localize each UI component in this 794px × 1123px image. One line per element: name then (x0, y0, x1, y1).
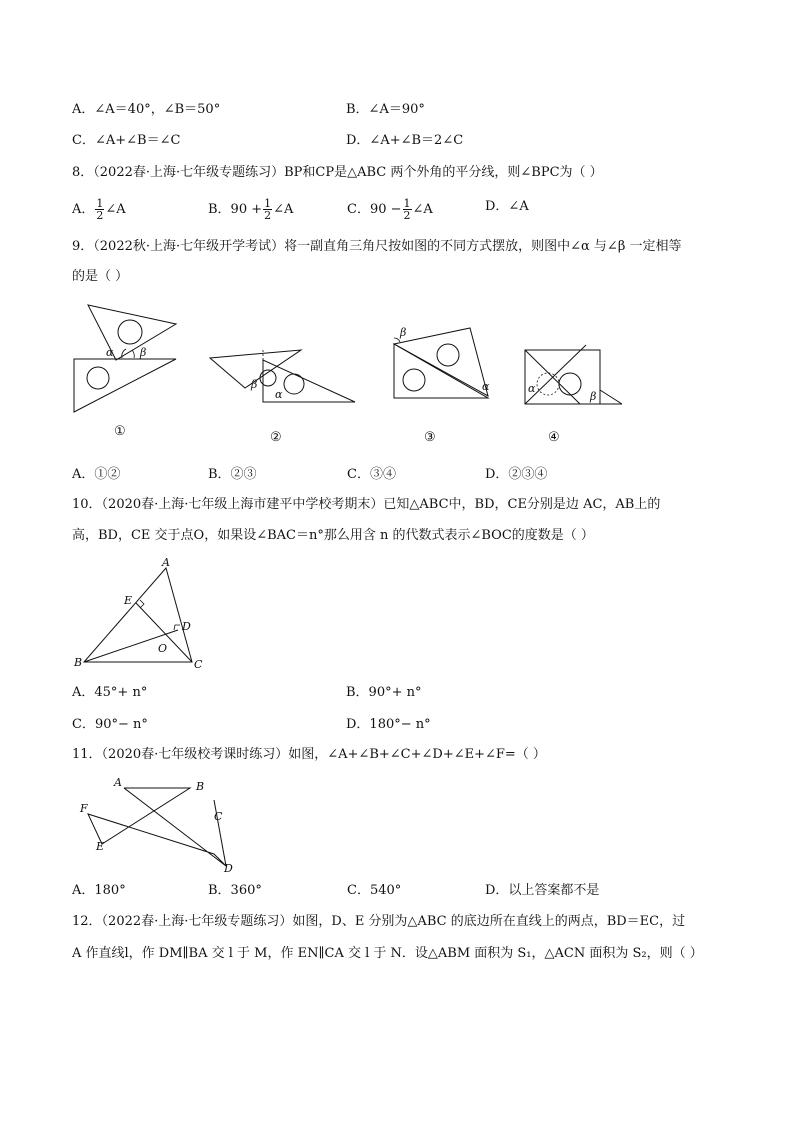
q9-fig2-beta: β (251, 378, 258, 391)
q9-fig3-alpha: α (482, 380, 490, 393)
q11-label-d: D (224, 862, 233, 875)
q10-option-c: C．90°− n° (72, 717, 148, 732)
q10-option-b: B．90°+ n° (346, 685, 422, 700)
q11-label-a: A (114, 776, 122, 789)
q9-option-a: A．①② (72, 467, 121, 482)
q9-figure-3 (388, 324, 498, 404)
q9-fig4-beta: β (590, 390, 597, 403)
q9-stem-line1: 9．（2022秋·上海·七年级开学考试）将一副直角三角尺按如图的不同方式摆放，则图中∠α 与∠β 一定相等 (72, 239, 682, 254)
q7-option-d: D．∠A+∠B＝2∠C (346, 133, 464, 148)
q12-stem-line1: 12．（2022春·上海·七年级专题练习）如图，D、E 分别为△ABC 的底边所在直线上的两点，BD＝EC，过 (72, 914, 686, 929)
q11-label-e: E (96, 840, 105, 853)
q11-option-b: B．360° (208, 883, 262, 898)
q10-stem-line2: 高，BD，CE 交于点O，如果设∠BAC＝n°那么用含 n 的代数式表示∠BOC的度数是（ ） (72, 528, 594, 543)
q8-option-c: C．90 − $\frac{1}{2}$ ∠A (347, 197, 433, 222)
q10-label-a: A (162, 556, 170, 569)
q11-option-d: D．以上答案都不是 (485, 883, 600, 898)
q10-label-o: O (158, 642, 168, 655)
q9-option-d: D．②③④ (485, 467, 548, 482)
q11-label-f: F (80, 802, 88, 815)
q9-fig1-alpha: α (106, 346, 114, 359)
q11-figure-star (72, 776, 242, 876)
q7-option-a: A．∠A＝40°，∠B＝50° (72, 102, 221, 117)
q9-option-c: C．③④ (347, 467, 396, 482)
q9-fig4-label: ④ (548, 430, 560, 445)
q8-option-b: B．90 + $\frac{1}{2}$ ∠A (208, 197, 294, 222)
q9-figure-1 (60, 300, 190, 420)
q12-stem-line2: A 作直线l，作 DM∥BA 交 l 于 M，作 EN∥CA 交 l 于 N．设△ABM 面积为 S₁，△ACN 面积为 S₂，则（ ） (72, 946, 703, 961)
q7-option-c: C．∠A+∠B＝∠C (72, 133, 181, 148)
q11-option-c: C．540° (347, 883, 402, 898)
q9-fig2-label: ② (270, 430, 282, 445)
q9-fig4-alpha: α (528, 382, 536, 395)
q11-option-a: A．180° (72, 883, 126, 898)
q10-option-a: A．45°+ n° (72, 685, 148, 700)
q9-figure-2 (205, 340, 365, 410)
q8-stem: 8．（2022春·上海·七年级专题练习）BP和CP是△ABC 两个外角的平分线，则∠BPC为（ ） (72, 165, 603, 180)
q11-label-b: B (196, 780, 205, 793)
q8-option-a: A． $\frac{1}{2}$ ∠A (72, 197, 126, 222)
q9-fig3-label: ③ (424, 430, 436, 445)
q9-fig1-beta: β (140, 346, 147, 359)
q9-option-b: B．②③ (208, 467, 257, 482)
q10-stem-line1: 10．（2020春·上海·七年级上海市建平中学校考期末）已知△ABC中，BD，CE分别是边 AC，AB上的 (72, 497, 661, 512)
q9-fig3-beta: β (400, 326, 407, 339)
q9-fig1-label: ① (114, 424, 126, 439)
q7-option-b: B．∠A＝90° (346, 102, 425, 117)
q11-label-c: C (214, 810, 223, 823)
q10-option-d: D．180°− n° (346, 717, 431, 732)
q10-label-b: B (74, 656, 83, 669)
q9-fig2-alpha: α (275, 388, 283, 401)
q8-option-d: D．∠A (485, 199, 529, 214)
q10-label-e: E (124, 594, 133, 607)
q11-stem: 11．（2020春·七年级校考课时练习）如图，∠A+∠B+∠C+∠D+∠E+∠F=（ ） (72, 747, 546, 762)
q10-figure-triangle (70, 558, 210, 673)
q9-figure-4 (520, 340, 630, 410)
q9-stem-line2: 的是（ ） (72, 269, 129, 284)
q10-label-c: C (194, 658, 203, 671)
q10-label-d: D (182, 620, 191, 633)
